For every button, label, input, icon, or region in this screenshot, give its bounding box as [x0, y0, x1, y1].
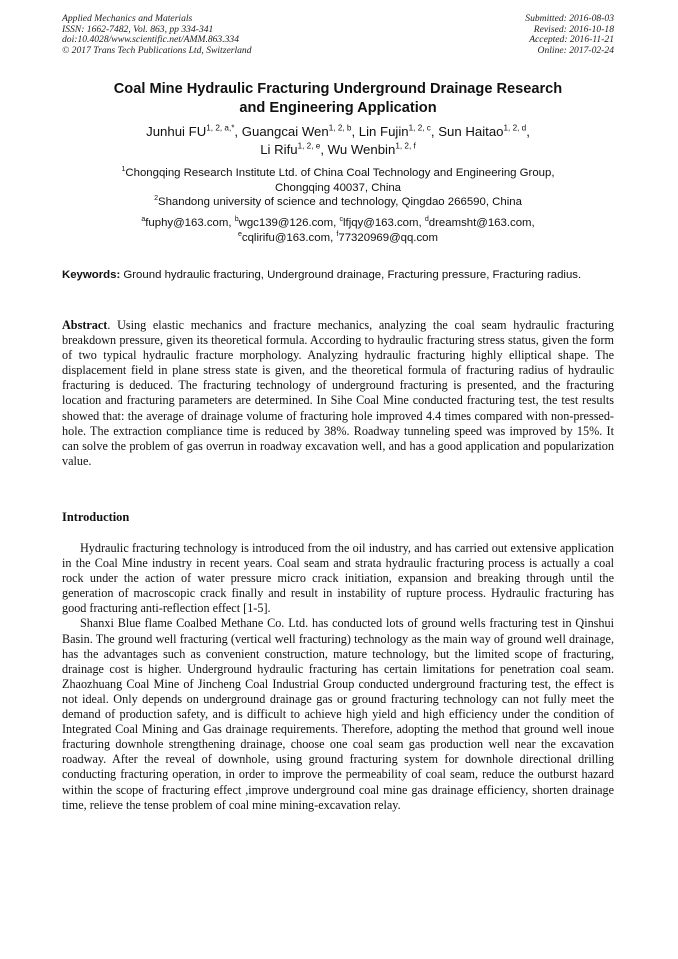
section-heading-introduction: Introduction	[62, 510, 130, 524]
intro-paragraph-2: Shanxi Blue flame Coalbed Methane Co. Ltd. has conducted lots of ground wells fracturing test in Qinshui Basin. The ground well fracturing (vertical well fracturing) technology as the main way of ground well drainage, has the advantages such as convenient construction, mature technology, but the limited scope of fracturing, drainage cost is higher. Underground hydraulic fracturing has certain limitations for penetration coal seam. Zhaozhuang Coal Mine of Jincheng Coal Industrial Group conducted underground fracturing test, the effect is not ideal. Only depends on underground drainage gas or ground fracturing technology can not fully meet the demand of production safety, and is difficult to achieve high yield and high efficiency under the condition of Integrated Coal Mining and Gas drainage requirements. Therefore, adopting the method that ground well inoue fracturing downhole strengthening drainage, choose one coal seam gas production well near the excavation roadway. After the reveal of downhole, using ground fracturing system for downhole directional drilling conducting fracturing operation, in order to improve the permeability of coal seam, reduce the outburst hazard within the scope of fracturing effect ,improve underground coal mine gas drainage efficiency, shorten drainage time, relieve the tense problem of coal mine mining-excavation relay.	[62, 616, 614, 812]
affiliation-1-line-1: Chongqing Research Institute Ltd. of China Coal Technology and Engineering Group,	[125, 167, 555, 179]
email-c: lfjqy@163.com,	[343, 217, 422, 229]
author-affil: 1, 2, c	[408, 123, 431, 133]
email-f: 77320969@qq.com	[338, 231, 438, 244]
accepted-date: Accepted: 2016-11-21	[529, 34, 614, 46]
author-name: Guangcai Wen	[241, 124, 329, 139]
author-affil: 1, 2, e	[297, 141, 321, 151]
title-line-2: and Engineering Application	[239, 100, 437, 116]
journal-name: Applied Mechanics and Materials	[62, 13, 193, 24]
author-name: Lin Fujin	[358, 124, 409, 139]
author-affil: 1, 2, f	[395, 141, 416, 151]
journal-issn: ISSN: 1662-7482, Vol. 863, pp 334-341	[62, 23, 214, 35]
author-list: Junhui $FU^{1, 2, a,*}$, Guangcai Wen$^{1, 2, b}$, Lin Fujin$^{1, 2, c}$, Sun Haitao$^{1, 2, d}$, Li Rifu$^{1, 2, e}$, Wu Wenbin$^{1, 2, f}$	[146, 123, 530, 157]
title-line-1: Coal Mine Hydraulic Fracturing Underground Drainage Research	[113, 81, 563, 97]
affiliation-1: $^1$Chongqing Research Institute Ltd. of China Coal Technology and Engineering Group, Chongqing 40037, China	[62, 166, 614, 196]
online-date: Online: 2017-02-24	[537, 44, 614, 56]
submitted-date: Submitted: 2016-08-03	[525, 13, 614, 24]
revised-date: Revised: 2016-10-18	[533, 23, 614, 35]
abstract	[62, 318, 614, 469]
email-a: fuphy@163.com,	[145, 217, 232, 229]
email-d: dreamsht@163.com,	[428, 217, 535, 229]
author-name: Li Rifu	[260, 142, 298, 157]
keywords	[62, 268, 614, 283]
abstract-text: . Using elastic mechanics and fracture mechanics, analyzing the coal seam hydraulic fracturing breakdown pressure, given its theoretical formula. According to hydraulic fracturing stress status, given the form of two typical hydraulic fracture morphology. Analyzing hydraulic fracturing highly elliptical shape. The displacement field in plane stress state is given, and the theoretical formula of fracturing radius of hydraulic fracturing is deduced. The fracturing technology of underground fracturing is presented, and the fracturing location and fracturing parameters are determined. In Sihe Coal Mine conducted fracturing test, the test results showed that: the average of drainage volume of fracturing hole improved 4.4 times compared with non-pressed-hole. The extraction compliance time is reduced by 38%. Roadway tunneling speed was improved by 15%. It can solve the problem of gas overrun in roadway excavation well, and has a good application and popularization value.	[62, 318, 614, 468]
email-list: $^a$fuphy@163.com, $^b$wgc139@126.com, $^c$lfjqy@163.com, $^d$dreamsht@163.com, $^e$cqlirifu@163.com, $^f$77320969@qq.com	[141, 216, 535, 244]
journal-copyright: © 2017 Trans Tech Publications Ltd, Switzerland	[62, 44, 252, 56]
author-affil: 1, 2, a,*	[206, 123, 235, 133]
affiliation-1-line-2: Chongqing 40037, China	[274, 181, 402, 194]
paper-title	[62, 80, 614, 118]
author-name: Junhui FU	[146, 124, 207, 139]
email-e: cqlirifu@163.com,	[241, 231, 334, 244]
author-affil: 1, 2, d	[503, 123, 527, 133]
journal-header	[62, 14, 252, 56]
author-name: Wu Wenbin	[327, 142, 396, 157]
email-b: wgc139@126.com,	[238, 217, 337, 229]
keywords-text: Ground hydraulic fracturing, Underground drainage, Fracturing pressure, Fracturing radius.	[123, 269, 582, 281]
affiliation-2-line: Shandong university of science and technology, Qingdao 266590, China	[158, 196, 522, 208]
author-name: Sun Haitao	[438, 124, 504, 139]
introduction-body	[62, 541, 614, 813]
abstract-label: Abstract	[62, 318, 108, 332]
affiliation-2: $^2$Shandong university of science and technology, Qingdao 266590, China	[154, 195, 522, 208]
author-affil: 1, 2, b	[328, 123, 352, 133]
journal-doi: doi:10.4028/www.scientific.net/AMM.863.334	[62, 34, 240, 46]
dates-header	[525, 14, 614, 56]
keywords-label: Keywords:	[62, 269, 121, 281]
intro-paragraph-1: Hydraulic fracturing technology is introduced from the oil industry, and has carried out extensive application in the Coal Mine industry in recent years. Coal seam and strata hydraulic fracturing process is actually a coal rock under the action of water pressure micro crack initiation, expansion and breaking through until the generation of macroscopic crack finally and result in instability of rupture process. Hydraulic fracturing has good fracturing anti-reflection effect [1-5].	[62, 541, 614, 616]
